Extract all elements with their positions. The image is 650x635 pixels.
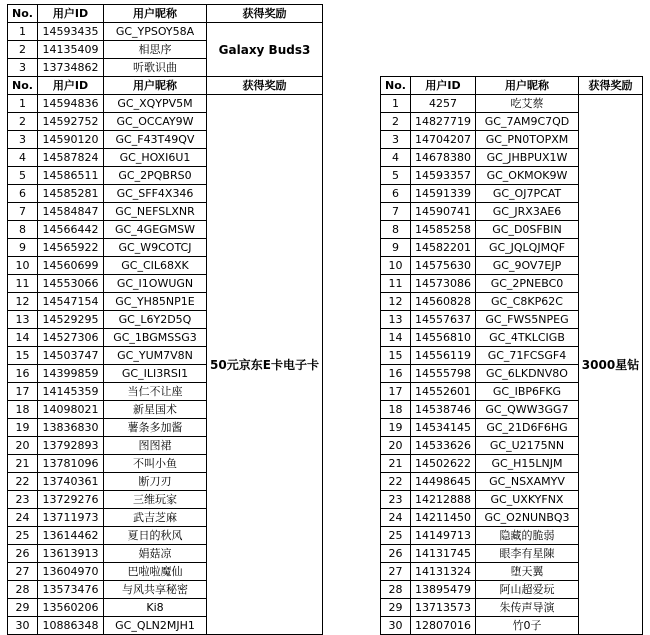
row-nickname: 当仁不让座 bbox=[104, 383, 207, 401]
row-uid: 13792893 bbox=[38, 437, 104, 455]
row-uid: 13560206 bbox=[38, 599, 104, 617]
row-nickname: 三维玩家 bbox=[104, 491, 207, 509]
row-no: 11 bbox=[381, 275, 411, 293]
row-uid: 14587824 bbox=[38, 149, 104, 167]
row-nickname: GC_L6Y2D5Q bbox=[104, 311, 207, 329]
row-uid: 14527306 bbox=[38, 329, 104, 347]
row-nickname: GC_FWS5NPEG bbox=[476, 311, 579, 329]
header-prize: 获得奖励 bbox=[207, 5, 323, 23]
header-nickname: 用户昵称 bbox=[104, 5, 207, 23]
row-no: 2 bbox=[8, 41, 38, 59]
row-uid: 14704207 bbox=[411, 131, 476, 149]
row-nickname: GC_YUM7V8N bbox=[104, 347, 207, 365]
row-nickname: 夏日的秋风 bbox=[104, 527, 207, 545]
row-no: 3 bbox=[381, 131, 411, 149]
row-no: 27 bbox=[8, 563, 38, 581]
row-nickname: GC_9OV7EJP bbox=[476, 257, 579, 275]
row-uid: 14556810 bbox=[411, 329, 476, 347]
row-nickname: GC_OCCAY9W bbox=[104, 113, 207, 131]
row-uid: 14149713 bbox=[411, 527, 476, 545]
row-no: 8 bbox=[8, 221, 38, 239]
header-prize: 获得奖励 bbox=[579, 77, 643, 95]
header-prize: 获得奖励 bbox=[207, 77, 323, 95]
row-uid: 14590741 bbox=[411, 203, 476, 221]
row-no: 28 bbox=[8, 581, 38, 599]
row-no: 4 bbox=[381, 149, 411, 167]
row-no: 23 bbox=[8, 491, 38, 509]
row-no: 25 bbox=[381, 527, 411, 545]
row-uid: 14538746 bbox=[411, 401, 476, 419]
row-uid: 14593435 bbox=[38, 23, 104, 41]
row-uid: 13781096 bbox=[38, 455, 104, 473]
row-uid: 14547154 bbox=[38, 293, 104, 311]
row-no: 5 bbox=[381, 167, 411, 185]
row-uid: 14212888 bbox=[411, 491, 476, 509]
row-nickname: GC_2PQBRS0 bbox=[104, 167, 207, 185]
row-no: 14 bbox=[381, 329, 411, 347]
row-no: 23 bbox=[381, 491, 411, 509]
header-row bbox=[381, 77, 643, 95]
row-nickname: 朱传声导演 bbox=[476, 599, 579, 617]
row-uid: 14560699 bbox=[38, 257, 104, 275]
header-no: No. bbox=[8, 5, 38, 23]
row-nickname: GC_JRX3AE6 bbox=[476, 203, 579, 221]
row-nickname: 巴啦啦魔仙 bbox=[104, 563, 207, 581]
row-nickname: GC_6LKDNV8O bbox=[476, 365, 579, 383]
row-nickname: 断刀刃 bbox=[104, 473, 207, 491]
row-nickname: GC_ILI3RSI1 bbox=[104, 365, 207, 383]
header-uid: 用户ID bbox=[38, 77, 104, 95]
row-uid: 13711973 bbox=[38, 509, 104, 527]
table-row bbox=[8, 95, 323, 113]
row-no: 1 bbox=[8, 23, 38, 41]
row-nickname: GC_NEFSLXNR bbox=[104, 203, 207, 221]
header-uid: 用户ID bbox=[38, 5, 104, 23]
row-uid: 14211450 bbox=[411, 509, 476, 527]
row-uid: 14098021 bbox=[38, 401, 104, 419]
row-nickname: 眼李有星陳 bbox=[476, 545, 579, 563]
row-nickname: 娟菇凉 bbox=[104, 545, 207, 563]
row-no: 10 bbox=[8, 257, 38, 275]
row-no: 5 bbox=[8, 167, 38, 185]
row-no: 3 bbox=[8, 59, 38, 77]
row-no: 7 bbox=[381, 203, 411, 221]
row-nickname: GC_XQYPV5M bbox=[104, 95, 207, 113]
row-nickname: GC_4TKLCIGB bbox=[476, 329, 579, 347]
row-nickname: Ki8 bbox=[104, 599, 207, 617]
row-nickname: GC_4GEGMSW bbox=[104, 221, 207, 239]
winners-table-jd-card bbox=[7, 76, 323, 635]
row-uid: 14145359 bbox=[38, 383, 104, 401]
row-uid: 14678380 bbox=[411, 149, 476, 167]
row-no: 20 bbox=[8, 437, 38, 455]
row-uid: 14593357 bbox=[411, 167, 476, 185]
prize-cell: 3000星钻 bbox=[579, 95, 643, 635]
row-uid: 14502622 bbox=[411, 455, 476, 473]
row-no: 21 bbox=[8, 455, 38, 473]
row-no: 1 bbox=[8, 95, 38, 113]
row-nickname: 竹0子 bbox=[476, 617, 579, 635]
row-no: 17 bbox=[8, 383, 38, 401]
prize-cell: 50元京东E卡电子卡 bbox=[207, 95, 323, 635]
row-no: 22 bbox=[381, 473, 411, 491]
row-uid: 14565922 bbox=[38, 239, 104, 257]
row-no: 9 bbox=[8, 239, 38, 257]
row-uid: 14131324 bbox=[411, 563, 476, 581]
row-nickname: GC_H15LNJM bbox=[476, 455, 579, 473]
row-nickname: GC_UXKYFNX bbox=[476, 491, 579, 509]
row-no: 14 bbox=[8, 329, 38, 347]
row-no: 6 bbox=[8, 185, 38, 203]
row-nickname: 吃艾蔡 bbox=[476, 95, 579, 113]
header-row bbox=[8, 77, 323, 95]
row-nickname: 相思序 bbox=[104, 41, 207, 59]
row-uid: 13573476 bbox=[38, 581, 104, 599]
row-uid: 14575630 bbox=[411, 257, 476, 275]
row-no: 13 bbox=[8, 311, 38, 329]
row-uid: 14560828 bbox=[411, 293, 476, 311]
row-uid: 10886348 bbox=[38, 617, 104, 635]
row-nickname: GC_F43T49QV bbox=[104, 131, 207, 149]
row-nickname: GC_D0SFBIN bbox=[476, 221, 579, 239]
row-uid: 13614462 bbox=[38, 527, 104, 545]
row-no: 12 bbox=[8, 293, 38, 311]
row-uid: 14533626 bbox=[411, 437, 476, 455]
row-uid: 14131745 bbox=[411, 545, 476, 563]
row-uid: 14592752 bbox=[38, 113, 104, 131]
row-no: 13 bbox=[381, 311, 411, 329]
row-no: 24 bbox=[381, 509, 411, 527]
row-no: 6 bbox=[381, 185, 411, 203]
row-nickname: GC_O2NUNBQ3 bbox=[476, 509, 579, 527]
row-nickname: GC_CIL68XK bbox=[104, 257, 207, 275]
row-nickname: GC_IBP6FKG bbox=[476, 383, 579, 401]
row-nickname: 图图裙 bbox=[104, 437, 207, 455]
row-no: 16 bbox=[381, 365, 411, 383]
header-nickname: 用户昵称 bbox=[476, 77, 579, 95]
row-no: 1 bbox=[381, 95, 411, 113]
row-uid: 14573086 bbox=[411, 275, 476, 293]
row-uid: 13740361 bbox=[38, 473, 104, 491]
row-uid: 14566442 bbox=[38, 221, 104, 239]
row-uid: 13729276 bbox=[38, 491, 104, 509]
row-no: 2 bbox=[381, 113, 411, 131]
row-nickname: GC_PN0TOPXM bbox=[476, 131, 579, 149]
row-no: 19 bbox=[8, 419, 38, 437]
row-uid: 14591339 bbox=[411, 185, 476, 203]
row-no: 21 bbox=[381, 455, 411, 473]
row-uid: 14529295 bbox=[38, 311, 104, 329]
row-no: 20 bbox=[381, 437, 411, 455]
row-uid: 14534145 bbox=[411, 419, 476, 437]
row-no: 26 bbox=[8, 545, 38, 563]
row-nickname: GC_1BGMSSG3 bbox=[104, 329, 207, 347]
row-uid: 14555798 bbox=[411, 365, 476, 383]
row-nickname: GC_OKMOK9W bbox=[476, 167, 579, 185]
header-no: No. bbox=[381, 77, 411, 95]
row-nickname: GC_YPSOY58A bbox=[104, 23, 207, 41]
row-no: 8 bbox=[381, 221, 411, 239]
row-uid: 14584847 bbox=[38, 203, 104, 221]
row-uid: 14594836 bbox=[38, 95, 104, 113]
row-no: 29 bbox=[8, 599, 38, 617]
row-nickname: GC_QLN2MJH1 bbox=[104, 617, 207, 635]
row-uid: 14498645 bbox=[411, 473, 476, 491]
row-uid: 14586511 bbox=[38, 167, 104, 185]
row-no: 24 bbox=[8, 509, 38, 527]
row-uid: 14827719 bbox=[411, 113, 476, 131]
row-no: 9 bbox=[381, 239, 411, 257]
row-no: 4 bbox=[8, 149, 38, 167]
row-nickname: 武吉芝麻 bbox=[104, 509, 207, 527]
row-no: 30 bbox=[381, 617, 411, 635]
header-row bbox=[8, 5, 323, 23]
row-nickname: GC_2PNEBC0 bbox=[476, 275, 579, 293]
row-uid: 13734862 bbox=[38, 59, 104, 77]
row-nickname: GC_OJ7PCAT bbox=[476, 185, 579, 203]
header-nickname: 用户昵称 bbox=[104, 77, 207, 95]
prize-cell: Galaxy Buds3 bbox=[207, 23, 323, 77]
row-uid: 13604970 bbox=[38, 563, 104, 581]
row-nickname: 新星国术 bbox=[104, 401, 207, 419]
row-nickname: GC_7AM9C7QD bbox=[476, 113, 579, 131]
row-no: 16 bbox=[8, 365, 38, 383]
row-no: 17 bbox=[381, 383, 411, 401]
row-uid: 14582201 bbox=[411, 239, 476, 257]
row-no: 18 bbox=[8, 401, 38, 419]
row-nickname: GC_JHBPUX1W bbox=[476, 149, 579, 167]
row-no: 27 bbox=[381, 563, 411, 581]
row-uid: 14556119 bbox=[411, 347, 476, 365]
row-no: 25 bbox=[8, 527, 38, 545]
row-uid: 14557637 bbox=[411, 311, 476, 329]
row-uid: 14553066 bbox=[38, 275, 104, 293]
row-no: 30 bbox=[8, 617, 38, 635]
row-no: 11 bbox=[8, 275, 38, 293]
row-no: 18 bbox=[381, 401, 411, 419]
row-no: 22 bbox=[8, 473, 38, 491]
row-uid: 13836830 bbox=[38, 419, 104, 437]
row-nickname: 堕天翼 bbox=[476, 563, 579, 581]
header-uid: 用户ID bbox=[411, 77, 476, 95]
row-no: 10 bbox=[381, 257, 411, 275]
row-uid: 14585281 bbox=[38, 185, 104, 203]
row-nickname: GC_W9COTCJ bbox=[104, 239, 207, 257]
table-row bbox=[8, 23, 323, 41]
row-no: 15 bbox=[8, 347, 38, 365]
row-uid: 14585258 bbox=[411, 221, 476, 239]
row-uid: 4257 bbox=[411, 95, 476, 113]
row-nickname: GC_JQLQJMQF bbox=[476, 239, 579, 257]
row-nickname: 阿山超爱玩 bbox=[476, 581, 579, 599]
row-nickname: GC_SFF4X346 bbox=[104, 185, 207, 203]
row-nickname: GC_71FCSGF4 bbox=[476, 347, 579, 365]
row-no: 28 bbox=[381, 581, 411, 599]
row-nickname: 隐藏的脆弱 bbox=[476, 527, 579, 545]
row-nickname: 薯条多加酱 bbox=[104, 419, 207, 437]
row-uid: 13613913 bbox=[38, 545, 104, 563]
row-uid: 13895479 bbox=[411, 581, 476, 599]
row-no: 12 bbox=[381, 293, 411, 311]
row-nickname: 不叫小鱼 bbox=[104, 455, 207, 473]
row-nickname: GC_QWW3GG7 bbox=[476, 401, 579, 419]
row-uid: 14503747 bbox=[38, 347, 104, 365]
row-no: 29 bbox=[381, 599, 411, 617]
row-no: 2 bbox=[8, 113, 38, 131]
row-uid: 14552601 bbox=[411, 383, 476, 401]
row-no: 7 bbox=[8, 203, 38, 221]
row-nickname: GC_NSXAMYV bbox=[476, 473, 579, 491]
row-nickname: 听歌识曲 bbox=[104, 59, 207, 77]
header-no: No. bbox=[8, 77, 38, 95]
row-uid: 12807016 bbox=[411, 617, 476, 635]
row-nickname: 与风共享秘密 bbox=[104, 581, 207, 599]
table-row bbox=[381, 95, 643, 113]
row-nickname: GC_C8KP62C bbox=[476, 293, 579, 311]
row-nickname: GC_U2175NN bbox=[476, 437, 579, 455]
row-no: 19 bbox=[381, 419, 411, 437]
row-no: 15 bbox=[381, 347, 411, 365]
row-nickname: GC_YH85NP1E bbox=[104, 293, 207, 311]
row-uid: 14399859 bbox=[38, 365, 104, 383]
row-nickname: GC_I1OWUGN bbox=[104, 275, 207, 293]
row-no: 26 bbox=[381, 545, 411, 563]
row-nickname: GC_21D6F6HG bbox=[476, 419, 579, 437]
winners-table-buds bbox=[7, 4, 323, 77]
row-uid: 14590120 bbox=[38, 131, 104, 149]
row-no: 3 bbox=[8, 131, 38, 149]
row-uid: 14135409 bbox=[38, 41, 104, 59]
row-uid: 13713573 bbox=[411, 599, 476, 617]
row-nickname: GC_HOXI6U1 bbox=[104, 149, 207, 167]
winners-table-star-diamond bbox=[380, 76, 643, 635]
